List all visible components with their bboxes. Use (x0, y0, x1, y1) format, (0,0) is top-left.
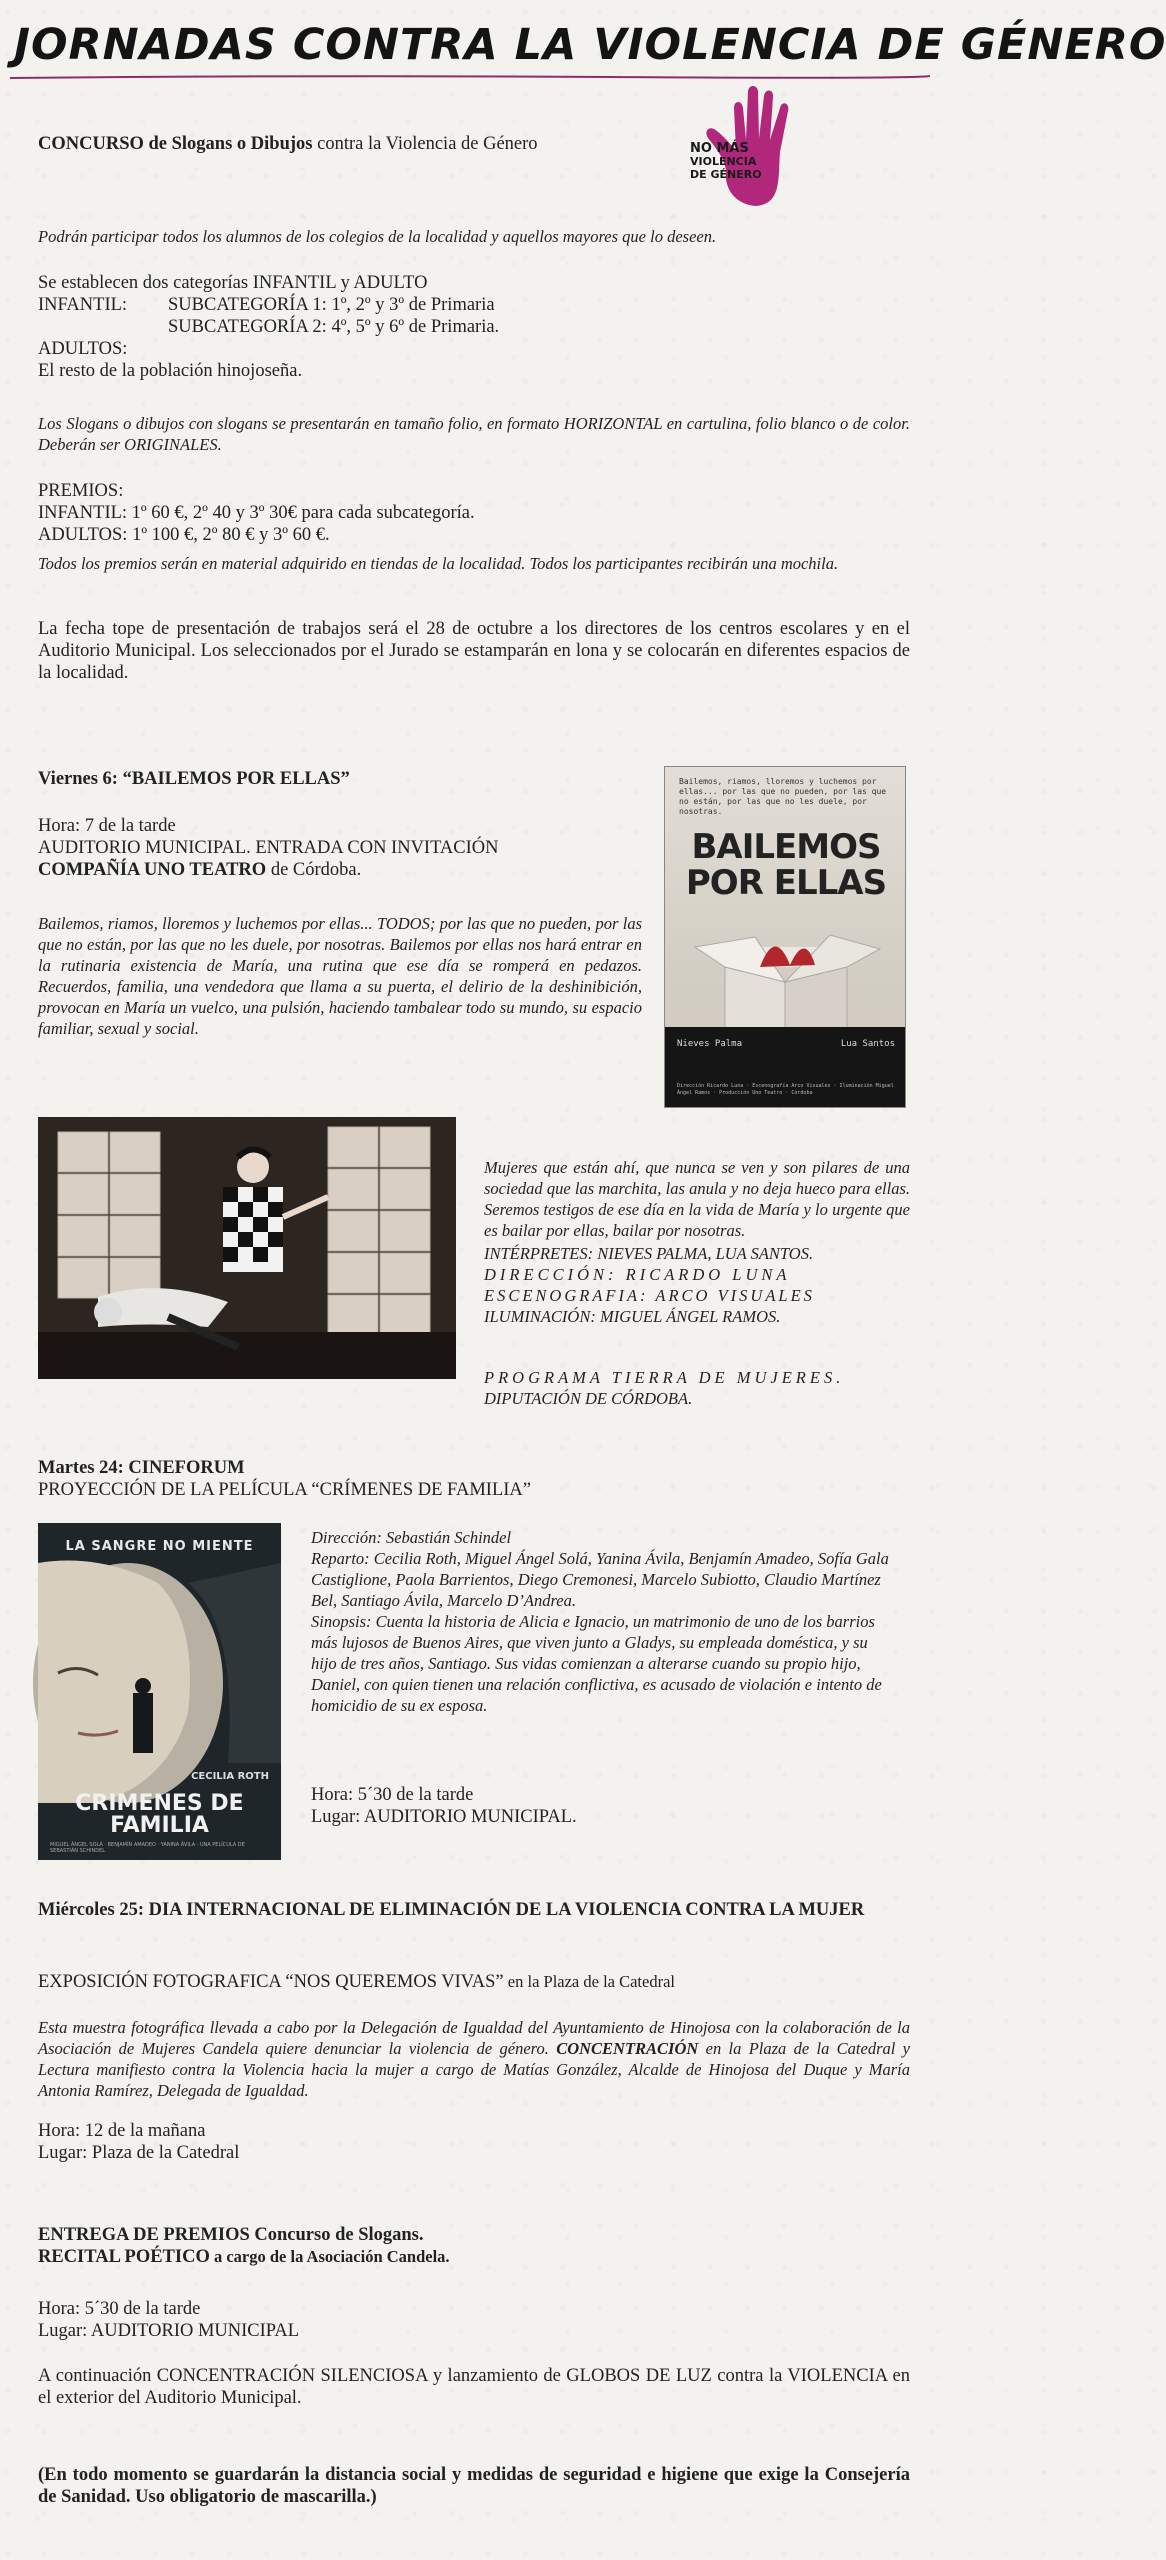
concurso-heading: CONCURSO de Slogans o Dibujos contra la Violencia de Género (38, 134, 538, 154)
participation-text: Podrán participar todos los alumnos de los colegios de la localidad y aquellos mayores que lo deseen. (38, 227, 717, 246)
adultos-desc: El resto de la población hinojoseña. (38, 361, 303, 381)
miercoles-info-2 (38, 2298, 638, 2342)
martes-heading-block (38, 1457, 898, 1501)
subcategory-1: SUBCATEGORÍA 1: 1º, 2º y 3º de Primaria (168, 295, 495, 315)
viernes-hora: Hora: 7 de la tarde (38, 816, 176, 836)
miercoles-lugar: Lugar: Plaza de la Catedral (38, 2143, 240, 2163)
programa: PROGRAMA TIERRA DE MUJERES. (484, 1368, 845, 1387)
martes-heading: Martes 24: CINEFORUM (38, 1458, 245, 1478)
poster-movie-title: CRIMENES DE FAMILIA (75, 1791, 244, 1838)
miercoles-hora: Hora: 12 de la mañana (38, 2121, 206, 2141)
categories-block (38, 272, 898, 382)
viernes-info (38, 815, 638, 881)
poster-name-2: Lua Santos (840, 1039, 895, 1049)
movie-sinopsis: Sinopsis: Cuenta la historia de Alicia e Ignacio, un matrimonio de uno de los barrios más lujosos de Buenos Aires, que viven junto a Gladys, su empleada doméstica, y su hijo de tres años, Santiago. Sus vidas comienzan a alterarse cuando su propio hijo, Daniel, con quien tienen una relación conflictiva, es acusado de violación e intento de homicidio de su ex esposa. (311, 1612, 882, 1715)
bailemos-poster (664, 766, 906, 1108)
premios-block (38, 480, 910, 546)
viernes-compania: COMPAÑÍA UNO TEATRO de Córdoba. (38, 860, 362, 880)
premios-infantil: INFANTIL: 1º 60 €, 2º 40 y 3º 30€ para cada subcategoría. (38, 503, 475, 523)
recital-poetico: RECITAL POÉTICO a cargo de la Asociación Candela. (38, 2247, 450, 2267)
deadline-text: La fecha tope de presentación de trabajos será el 28 de octubre a los directores de los centros escolares y en el Auditorio Municipal. Los seleccionados por el Jurado se estamparán en lona y se colocarán en diferentes espacios de la localidad. (38, 619, 910, 683)
subcategory-2: SUBCATEGORÍA 2: 4º, 5º y 6º de Primaria. (168, 317, 500, 337)
theater-stage-image (38, 1117, 456, 1379)
exposicion-heading: EXPOSICIÓN FOTOGRAFICA “NOS QUEREMOS VIVAS” en la Plaza de la Catedral (38, 1972, 675, 1992)
logo-text-de-genero: DE GÉNERO (690, 168, 762, 181)
entrega-premios: ENTREGA DE PREMIOS Concurso de Slogans. (38, 2225, 424, 2245)
logo-text-no-mas: NO MÁS (690, 141, 749, 156)
crimenes-poster (38, 1523, 281, 1860)
viernes-heading: Viernes 6: “BAILEMOS POR ELLAS” (38, 769, 350, 789)
play-photo (38, 1117, 456, 1379)
movie-reparto: Reparto: Cecilia Roth, Miguel Ángel Solá, Yanina Ávila, Benjamín Amadeo, Sofía Gala Castiglione, Paola Barrientos, Diego Cremonesi, Marcelo Subiotto, Claudio Martínez Bel, Santiago Ávila, Marcelo D’Andrea. (311, 1549, 889, 1610)
play-description: Mujeres que están ahí, que nunca se ven y son pilares de una sociedad que las marchita, las anula y no deja hueco para ellas. Seremos testigos de ese día en la vida de María y lo urgente que es bailar por ellas, bailar por nosotras. (484, 1158, 910, 1240)
poster-title: BAILEMOS POR ELLAS (685, 827, 887, 903)
escenografia: ESCENOGRAFIA: ARCO VISUALES (484, 1286, 815, 1305)
poster-movie-credits: MIGUEL ÁNGEL SOLÁ · BENJAMÍN AMADEO · YANINA ÁVILA · UNA PELÍCULA DE SEBASTIÁN SCHINDEL (50, 1842, 245, 1854)
poster-tagline: LA SANGRE NO MIENTE (65, 1539, 254, 1554)
martes-lugar: Lugar: AUDITORIO MUNICIPAL. (311, 1807, 577, 1827)
page-title: JORNADAS CONTRA LA VIOLENCIA DE GÉNERO (14, 20, 1166, 70)
poster-top-text: Bailemos, riamos, lloremos y luchemos por ellas... por las que no pueden, por las que no están, por las que no les duele, por nosotras. (679, 777, 887, 816)
martes-hora: Hora: 5´30 de la tarde (311, 1785, 474, 1805)
infantil-label: INFANTIL: (38, 295, 128, 315)
format-text: Los Slogans o dibujos con slogans se presentarán en tamaño folio, en formato HORIZONTAL en cartulina, folio blanco o de color. Deberán ser ORIGINALES. (38, 414, 910, 454)
iluminacion: ILUMINACIÓN: MIGUEL ÁNGEL RAMOS. (484, 1307, 781, 1326)
programa-block (484, 1367, 914, 1409)
miercoles-lugar-2: Lugar: AUDITORIO MUNICIPAL (38, 2321, 300, 2341)
martes-subheading: PROYECCIÓN DE LA PELÍCULA “CRÍMENES DE FAMILIA” (38, 1480, 531, 1500)
exposicion-description: Esta muestra fotográfica llevada a cabo por la Delegación de Igualdad del Ayuntamiento de Hinojosa con la colaboración de la Asociación de Mujeres Candela quiere denunciar la violencia de género. CONCENTRACIÓN en la Plaza de la Catedral y Lectura manifiesto contra la Violencia hacia la mujer a cargo de Matías González, Alcalde de Hinojosa del Duque y María Antonia Ramírez, Delegada de Igualdad. (38, 2018, 910, 2100)
safety-footer: (En todo momento se guardarán la distancia social y medidas de seguridad e higiene que exige la Consejería de Sanidad. Uso obligatorio de mascarilla.) (38, 2465, 910, 2507)
poster-name-1: Nieves Palma (677, 1039, 743, 1049)
viernes-lugar: AUDITORIO MUNICIPAL. ENTRADA CON INVITACIÓN (38, 838, 499, 858)
interpretes: INTÉRPRETES: NIEVES PALMA, LUA SANTOS. (484, 1244, 814, 1263)
diputacion: DIPUTACIÓN DE CÓRDOBA. (484, 1389, 693, 1408)
martes-info (311, 1784, 871, 1828)
poster-actor-name: CECILIA ROTH (191, 1771, 269, 1782)
movie-details (311, 1527, 891, 1716)
premios-adultos: ADULTOS: 1º 100 €, 2º 80 € y 3º 60 €. (38, 525, 330, 545)
no-mas-violencia-logo (686, 78, 834, 210)
logo-text-violencia: VIOLENCIA (690, 155, 757, 168)
categories-intro: Se establecen dos categorías INFANTIL y ADULTO (38, 273, 428, 293)
poster-credits: Dirección Ricardo Luna · Escenografía Arco Visuales · Iluminación Miguel Ángel Ramos · Producción Uno Teatro · Córdoba (677, 1083, 894, 1096)
movie-direccion: Dirección: Sebastián Schindel (311, 1528, 512, 1547)
miercoles-hora-2: Hora: 5´30 de la tarde (38, 2299, 201, 2319)
continuacion-text: A continuación CONCENTRACIÓN SILENCIOSA y lanzamiento de GLOBOS DE LUZ contra la VIOLENCIA en el exterior del Auditorio Municipal. (38, 2366, 910, 2408)
miercoles-heading: Miércoles 25: DIA INTERNACIONAL DE ELIMINACIÓN DE LA VIOLENCIA CONTRA LA MUJER (38, 1900, 865, 1920)
entrega-block (38, 2224, 898, 2268)
direccion: DIRECCIÓN: RICARDO LUNA (484, 1265, 791, 1284)
adultos-label: ADULTOS: (38, 339, 128, 359)
premios-note: Todos los premios serán en material adquirido en tiendas de la localidad. Todos los participantes recibirán una mochila. (38, 554, 839, 573)
premios-label: PREMIOS: (38, 481, 124, 501)
viernes-synopsis: Bailemos, riamos, lloremos y luchemos por ellas... TODOS; por las que no pueden, por las que no están, por las que no les duele, por nosotras. Bailemos por ellas nos hará entrar en la rutinaria existencia de María, una rutina que ese día se romperá en pedazos. Recuerdos, familia, una vendedora que llama a su puerta, el delirio de la deshinibición, provocan en María un vuelco, una pulsión, haciendo tambalear todo su mundo, su espacio familiar, sexual y social. (38, 914, 642, 1038)
play-credits (484, 1243, 914, 1327)
miercoles-info-1 (38, 2120, 638, 2164)
